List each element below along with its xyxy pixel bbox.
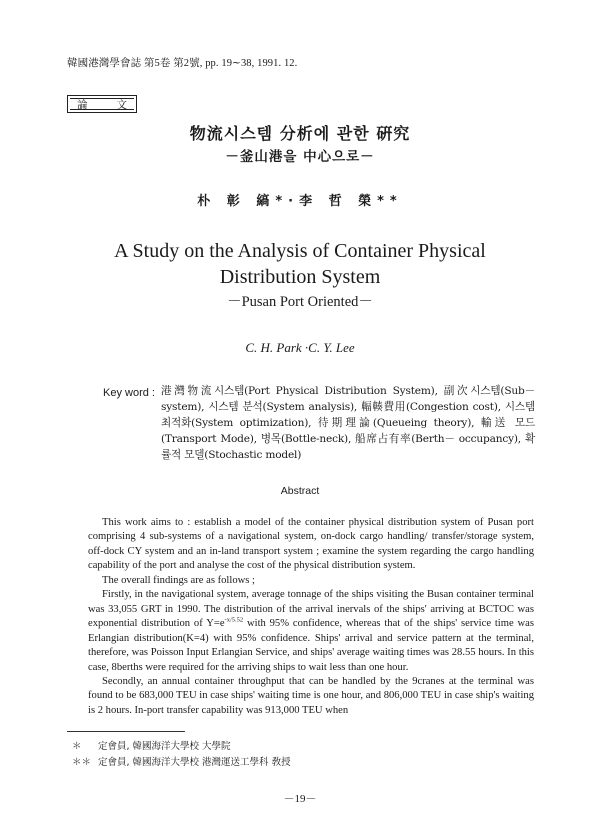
page-number: －19－ bbox=[283, 793, 317, 805]
english-subtitle: －Pusan Port Oriented－ bbox=[227, 294, 373, 310]
korean-authors: 朴 彰 縞*·李 哲 榮** bbox=[197, 194, 403, 209]
journal-citation: 韓國港灣學會誌 第5卷 第2號, pp. 19∼38, 1991. 12. bbox=[67, 58, 298, 69]
keywords-label: Key word : bbox=[103, 387, 155, 399]
abstract-paragraph-2: The overall findings are as follows ; bbox=[102, 574, 255, 586]
footnote-1-mark: ＊ bbox=[72, 741, 82, 752]
footnote-2-mark: ＊＊ bbox=[72, 757, 92, 768]
abstract-p3-part-a: Firstly, in the navigational system, average tonnage of the ships visiting the Busan container terminal was 33,055 GRT in 1990. The distribution of the arrival inervals of the ships' arriving at BCTOC was exponential distribution of Y=e bbox=[88, 589, 534, 630]
footnote-rule bbox=[67, 731, 185, 732]
english-authors: C. H. Park ·C. Y. Lee bbox=[245, 340, 355, 355]
footnote-1-text: 定會員, 韓國海洋大學校 大學院 bbox=[98, 741, 231, 752]
section-label-right: 文 bbox=[116, 99, 127, 111]
section-label-left: 論 bbox=[77, 99, 88, 111]
keywords-text: 港灣物流시스템(Port Physical Distribution System), 副次시스템(Sub－system), 시스템 분석(System analysis), 輻輳費用(Congestion cost), 시스템 최적화(System optimization), 待期理論(Queueing theory), 輸送 모드(Transport Mode), 병목(Bottle-neck), 船席占有率(Berth－ occupancy), 확률적 모델(Stochastic model) bbox=[161, 385, 535, 461]
korean-title: 物流시스템 分析에 관한 硏究 bbox=[189, 124, 411, 143]
abstract-paragraph-3 bbox=[88, 588, 534, 675]
abstract-p3-part-b: with 95% confidence, whereas that of the ships' service time was Erlangian distribution(K=4) with 95% confidence. Ships' arrival and service pattern at the terminal, therefore, was Poisson Input Erlangian Service, and ships' average waiting times was 28.55 hours. In this case, 8berths were required for the arriving ships to wait less than one hour. bbox=[88, 618, 534, 673]
abstract-paragraph-4: Secondly, an annual container throughput that can be handled by the 9cranes at the terminal was found to be 683,000 TEU in case ships' waiting time is one hour, and 806,000 TEU in case ship's waiting is 2 hours. In-port transfer capability was 913,000 TEU when bbox=[88, 675, 534, 716]
english-title-line2: Distribution System bbox=[219, 266, 381, 288]
abstract-heading: Abstract bbox=[280, 485, 320, 497]
english-title-line1: A Study on the Analysis of Container Physical bbox=[114, 240, 486, 262]
footnote-1 bbox=[72, 738, 231, 752]
footnote-2-text: 定會員, 韓國海洋大學校 港灣運送工學科 敎授 bbox=[98, 757, 291, 768]
abstract-body bbox=[88, 516, 534, 718]
korean-subtitle: －釜山港을 中心으로－ bbox=[225, 149, 375, 165]
section-label-box bbox=[67, 95, 137, 113]
footnote-2 bbox=[72, 754, 291, 768]
abstract-paragraph-1: This work aims to : establish a model of the container physical distribution system of Pusan port comprising 4 sub-systems of a navigational system, on-dock cargo handling/ transfer/storage system, off-dock CY system and an in-land transport system ; examine the system regarding the cargo handling capability of the port and analyse the cost of the physical distribution system. bbox=[88, 517, 534, 572]
exponent: -x/5.52 bbox=[224, 616, 244, 624]
